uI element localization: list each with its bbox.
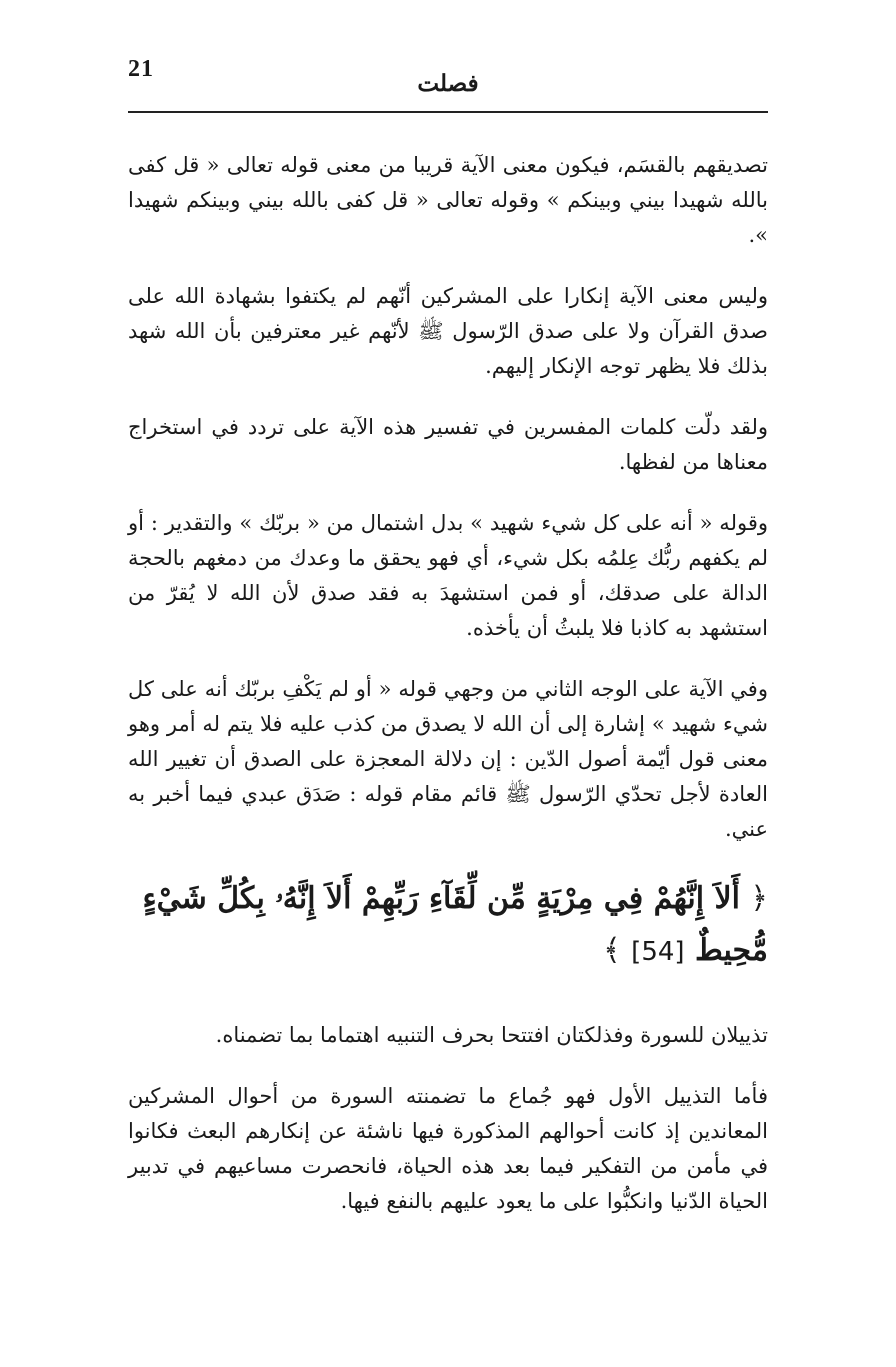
- page-number: 21: [128, 56, 154, 82]
- verse-open-bracket: ﴿: [750, 881, 768, 916]
- paragraph: وقوله « أنه على كل شيء شهيد » بدل اشتمال من « بربّك » والتقدير : أو لم يكفهم ربُّك عِلمُه بكل شيء، أي فهو يحقق ما وعدك من دمغهم بالحجة الدالة على صدقك، أو فمن استشهدَ به فقد صدق لأن الله لا يُقرّ من استشهد به كاذبا فلا يلبثُ أن يأخذه.: [128, 511, 768, 640]
- verse-close-bracket: ﴾: [603, 933, 621, 968]
- verse-text: أَلاَ إِنَّهُمْ فِي مِرْيَةٍ مِّن لِّقَآءِ رَبِّهِمْ أَلاَ إِنَّهُۥ بِكُلِّ شَيْءٍ مُّحِيطٌ: [142, 881, 768, 968]
- running-title: فصلت: [417, 70, 479, 97]
- header-rule: [128, 111, 768, 113]
- paragraph: تذييلان للسورة وفذلكتان افتتحا بحرف التنبيه اهتماما بما تضمناه.: [215, 1023, 768, 1047]
- verse-number: [54]: [631, 937, 685, 967]
- paragraph: ولقد دلّت كلمات المفسرين في تفسير هذه الآية على تردد في استخراج معناها من لفظها.: [128, 415, 768, 474]
- paragraph: تصديقهم بالقسَم، فيكون معنى الآية قريبا من معنى قوله تعالى « قل كفى بالله شهيدا بيني وبينكم » وقوله تعالى « قل كفى بالله بيني وبينكم شهيدا ».: [128, 153, 768, 247]
- paragraph: وليس معنى الآية إنكارا على المشركين أنّهم لم يكتفوا بشهادة الله على صدق القرآن ولا على صدق الرّسول ﷺ لأنّهم غير معترفين بأن الله شهد بذلك فلا يظهر توجه الإنكار إليهم.: [128, 284, 768, 378]
- paragraph: فأما التذييل الأول فهو جُماع ما تضمنته السورة من أحوال المشركين المعاندين إذ كانت أحوالهم المذكورة فيها ناشئة عن إنكارهم البعث فكانوا في مأمن من التفكير فيما بعد هذه الحياة، فانحصرت مساعيهم في تدبير الحياة الدّنيا وانكبُّوا على ما يعود عليهم بالنفع فيها.: [128, 1084, 768, 1213]
- quran-verse: [128, 873, 768, 978]
- body-text: [128, 148, 768, 1245]
- paragraph: وفي الآية على الوجه الثاني من وجهي قوله « أو لم يَكْفِ بربّك أنه على كل شيء شهيد » إشارة إلى أن الله لا يصدق من كذب عليه فلا يتم له أمر وهو معنى قول أيّمة أصول الدّين : إن دلالة المعجزة على الصدق أن تغيير الله العادة لأجل تحدّي الرّسول ﷺ قائم مقام قوله : صَدَق عبدي فيما أخبر به عني.: [128, 677, 768, 841]
